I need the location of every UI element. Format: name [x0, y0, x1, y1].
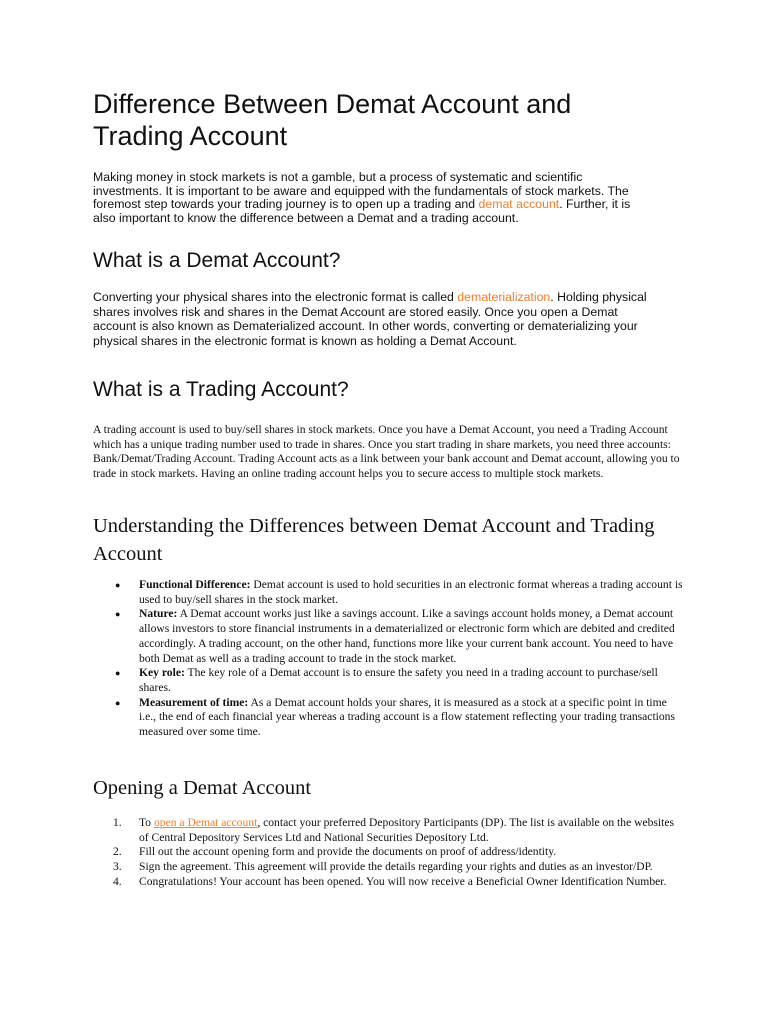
trading-heading: What is a Trading Account?: [93, 378, 349, 401]
step-text: Sign the agreement. This agreement will provide the details regarding your rights and duties as an investor/DP.: [139, 860, 653, 874]
dematerialization-link[interactable]: dematerialization: [457, 290, 551, 304]
bullet-icon: ●: [115, 609, 121, 620]
step-number: 2.: [113, 845, 122, 859]
page-title: Difference Between Demat Account and Trading Account: [93, 89, 572, 151]
list-item: [93, 607, 683, 666]
item-text: As a Demat account holds your shares, it is measured as a stock at a specific point in time i.e., the end of each financial year whereas a trading account is a flow statement reflecting your trading transactions measured over some time.: [139, 695, 675, 739]
trading-paragraph: A trading account is used to buy/sell shares in stock markets. Once you have a Demat Account, you need a Trading Account which has a unique trading number used to trade in shares. Once you start trading in share markets, you need three accounts: Bank/Demat/Trading Account. Trading Account acts as a link between your bank account and Demat account, allowing you to trade in stock markets. Having an online trading account helps you to secure access to multiple stock markets.: [93, 423, 680, 481]
intro-text-1: Making money in stock markets is not a gamble, but a process of systematic and scientific investments. It is important to be aware and equipped with the fundamentals of stock markets. The foremost step towards your trading journey is to open up a trading and: [93, 170, 629, 212]
step-item: [93, 860, 683, 875]
item-label: Functional Difference:: [139, 578, 251, 591]
opening-steps-list: [93, 816, 683, 890]
step-item: [93, 845, 683, 860]
bullet-icon: ●: [115, 668, 121, 679]
intro-text-2: . Further, it is also important to know the difference between a Demat and a trading account.: [93, 197, 631, 226]
intro-paragraph: [93, 171, 653, 226]
step-number: 1.: [113, 816, 122, 829]
item-text: Demat account is used to hold securities in an electronic format whereas a trading account is used to buy/sell shares in the stock market.: [139, 578, 683, 606]
item-label: Key role:: [139, 666, 185, 680]
differences-heading: Understanding the Differences between Demat Account and Trading Account: [93, 515, 655, 565]
demat-text-2: . Holding physical shares involves risk and shares in the Demat Account are stored easily. Once you open a Demat account is also known as Dematerialized account. In other words, converting or dematerializing your physical shares in the electronic format is known as holding a Demat Account.: [93, 290, 647, 348]
step-number: 4.: [113, 874, 122, 888]
item-text: The key role of a Demat account is to ensure the safety you need in a trading account to purchase/sell shares.: [139, 666, 658, 694]
step-text: Fill out the account opening form and provide the documents on proof of address/identity.: [139, 845, 557, 859]
opening-heading: Opening a Demat Account: [93, 777, 312, 799]
open-demat-account-link[interactable]: open a Demat account: [153, 816, 258, 829]
differences-list: [93, 578, 683, 740]
step-text: Congratulations! Your account has been opened. You will now receive a Beneficial Owner Identification Number.: [139, 874, 667, 888]
bullet-icon: ●: [115, 580, 121, 590]
demat-text-1: Converting your physical shares into the electronic format is called: [93, 290, 458, 304]
step-item: [93, 875, 683, 890]
demat-account-link[interactable]: demat account: [478, 197, 560, 212]
list-item: [93, 666, 683, 695]
item-label: Nature:: [139, 607, 178, 621]
item-text: A Demat account works just like a savings account. Like a savings account holds money, a Demat account allows investors to store financial instruments in a dematerialized or electronic form which are debited and credited accordingly. A trading account, on the other hand, functions more like your current bank account. You need to have both Demat as well as a trading account to trade in the stock market.: [139, 607, 675, 665]
step-text-2: , contact your preferred Depository Participants (DP). The list is available on the websites of Central Depository Services Ltd and National Securities Depository Ltd.: [139, 816, 675, 844]
list-item: [93, 696, 683, 740]
step-item: [93, 816, 683, 845]
item-label: Measurement of time:: [139, 695, 249, 709]
bullet-icon: ●: [115, 697, 121, 708]
list-item: [93, 578, 683, 607]
step-text-1: To: [139, 816, 154, 829]
demat-heading: What is a Demat Account?: [93, 249, 341, 272]
step-number: 3.: [113, 860, 122, 874]
demat-paragraph: [93, 290, 653, 348]
